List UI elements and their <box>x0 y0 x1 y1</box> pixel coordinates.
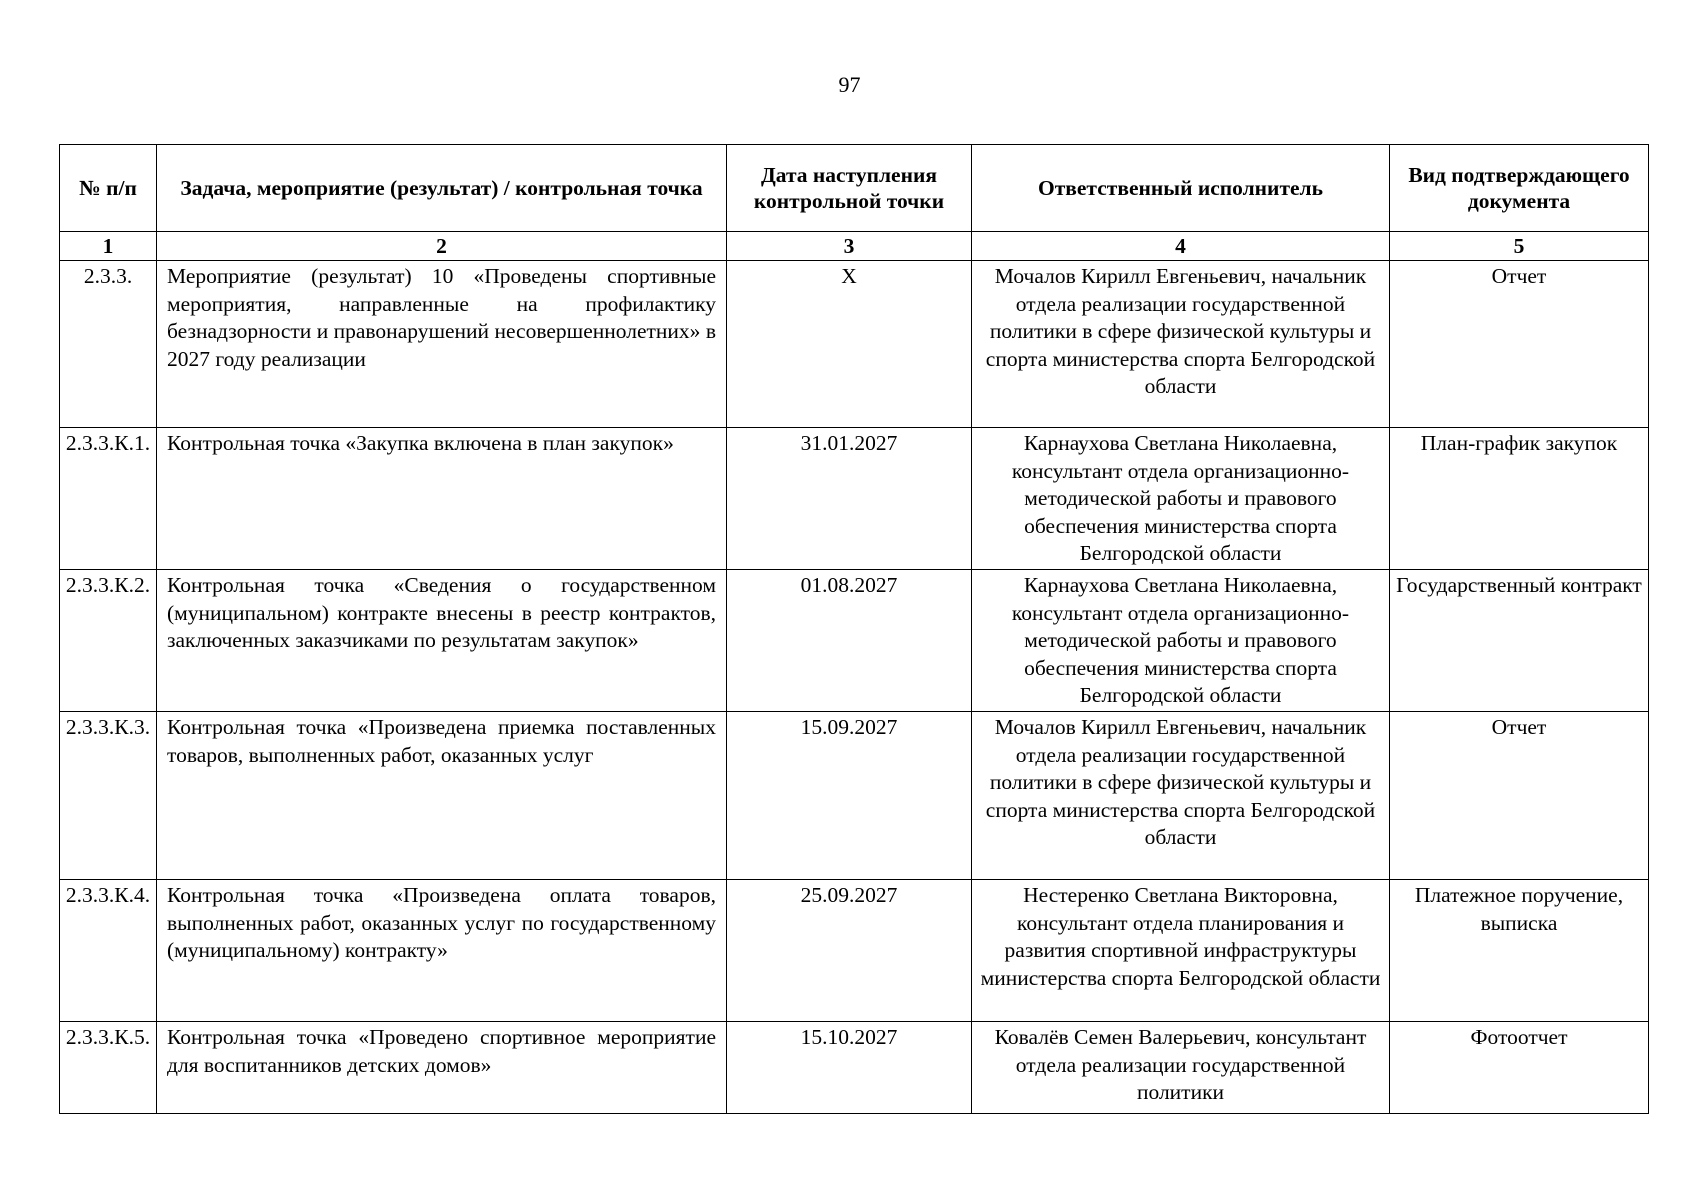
row-date: 01.08.2027 <box>727 570 972 712</box>
page-number: 97 <box>838 72 861 97</box>
row-doc-type: Государственный контракт <box>1390 570 1649 712</box>
row-task: Контрольная точка «Произведена оплата товаров, выполненных работ, оказанных услуг по государственному (муниципальному) контракту» <box>157 880 727 1022</box>
row-task: Мероприятие (результат) 10 «Проведены спортивные мероприятия, направленные на профилактику безнадзорности и правонарушений несовершеннолетних» в 2027 году реализации <box>157 261 727 428</box>
row-date: 25.09.2027 <box>727 880 972 1022</box>
table-row <box>60 712 1649 880</box>
row-number: 2.3.3.К.2. <box>60 570 157 712</box>
column-number: 1 <box>60 232 157 261</box>
row-number: 2.3.3.К.1. <box>60 428 157 570</box>
row-number: 2.3.3.К.3. <box>60 712 157 880</box>
row-number: 2.3.3.К.5. <box>60 1022 157 1114</box>
row-task: Контрольная точка «Закупка включена в план закупок» <box>157 428 727 570</box>
table-row <box>60 1022 1649 1114</box>
row-doc-type: Отчет <box>1390 261 1649 428</box>
header-num: № п/п <box>60 145 157 232</box>
header-task: Задача, мероприятие (результат) / контрольная точка <box>157 145 727 232</box>
row-date: 15.10.2027 <box>727 1022 972 1114</box>
row-responsible: Мочалов Кирилл Евгеньевич, начальник отдела реализации государственной политики в сфере физической культуры и спорта министерства спорта Белгородской области <box>972 712 1390 880</box>
row-doc-type: План-график закупок <box>1390 428 1649 570</box>
row-date: 31.01.2027 <box>727 428 972 570</box>
column-numbers-row <box>60 232 1649 261</box>
row-date: 15.09.2027 <box>727 712 972 880</box>
table-header-row <box>60 145 1649 232</box>
row-number: 2.3.3.К.4. <box>60 880 157 1022</box>
row-task: Контрольная точка «Проведено спортивное мероприятие для воспитанников детских домов» <box>157 1022 727 1114</box>
row-date: Х <box>727 261 972 428</box>
table-row <box>60 880 1649 1022</box>
row-task: Контрольная точка «Произведена приемка поставленных товаров, выполненных работ, оказанных услуг <box>157 712 727 880</box>
row-responsible: Карнаухова Светлана Николаевна, консультант отдела организационно-методической работы и правового обеспечения министерства спорта Белгородской области <box>972 570 1390 712</box>
row-responsible: Ковалёв Семен Валерьевич, консультант отдела реализации государственной политики <box>972 1022 1390 1114</box>
row-responsible: Нестеренко Светлана Викторовна, консультант отдела планирования и развития спортивной инфраструктуры министерства спорта Белгородской области <box>972 880 1390 1022</box>
table-row <box>60 428 1649 570</box>
row-responsible: Карнаухова Светлана Николаевна, консультант отдела организационно-методической работы и правового обеспечения министерства спорта Белгородской области <box>972 428 1390 570</box>
header-responsible: Ответственный исполнитель <box>972 145 1390 232</box>
control-points-table <box>59 144 1649 1114</box>
column-number: 5 <box>1390 232 1649 261</box>
header-doc-type: Вид подтверждающего документа <box>1390 145 1649 232</box>
row-number: 2.3.3. <box>60 261 157 428</box>
header-date: Дата наступления контрольной точки <box>727 145 972 232</box>
column-number: 3 <box>727 232 972 261</box>
column-number: 2 <box>157 232 727 261</box>
row-doc-type: Платежное поручение, выписка <box>1390 880 1649 1022</box>
table-row <box>60 570 1649 712</box>
row-doc-type: Отчет <box>1390 712 1649 880</box>
table-row <box>60 261 1649 428</box>
row-doc-type: Фотоотчет <box>1390 1022 1649 1114</box>
row-responsible: Мочалов Кирилл Евгеньевич, начальник отдела реализации государственной политики в сфере физической культуры и спорта министерства спорта Белгородской области <box>972 261 1390 428</box>
column-number: 4 <box>972 232 1390 261</box>
row-task: Контрольная точка «Сведения о государственном (муниципальном) контракте внесены в реестр контрактов, заключенных заказчиками по результатам закупок» <box>157 570 727 712</box>
